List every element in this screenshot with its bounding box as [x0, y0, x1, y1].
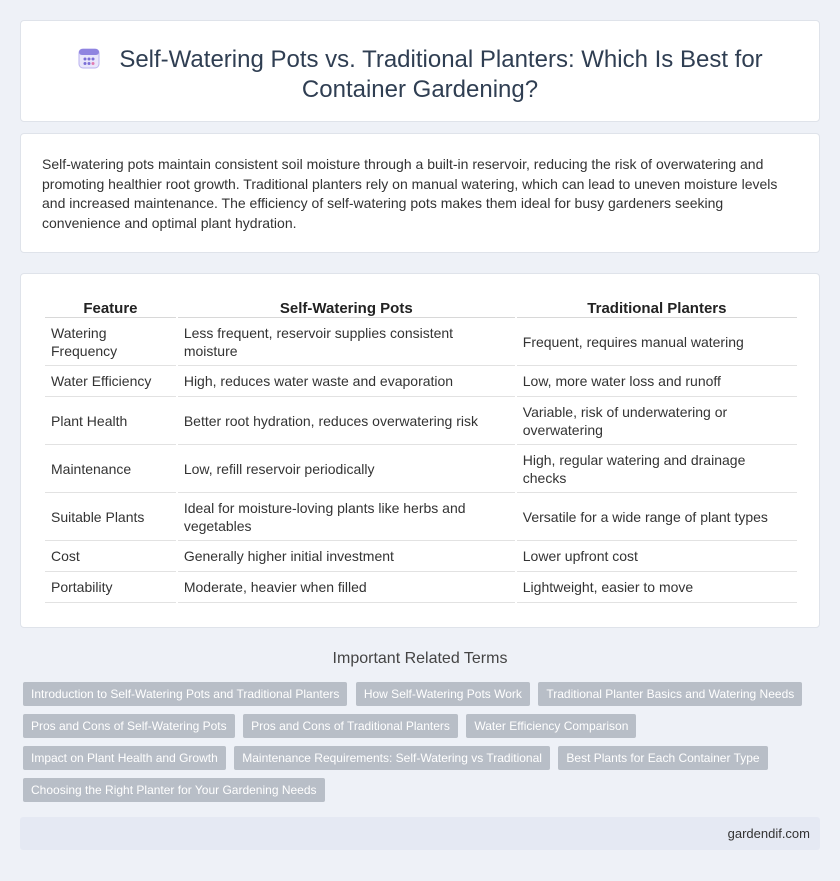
calendar-icon: [77, 46, 101, 70]
table-cell-feature: Plant Health: [45, 397, 176, 445]
table-row: [45, 541, 797, 572]
column-header-traditional: Traditional Planters: [517, 296, 797, 318]
page-title-wrap: [21, 45, 819, 105]
intro-paragraph: Self-watering pots maintain consistent soil moisture through a built-in reservoir, reducing the risk of overwatering and promoting healthier root growth. Traditional planters rely on manual watering, which can lead to uneven moisture levels and increased maintenance. The efficiency of self-watering pots makes them ideal for busy gardeners seeking convenience and optimal plant hydration.: [42, 156, 778, 231]
table-cell-traditional: Lightweight, easier to move: [517, 572, 797, 603]
table-cell-traditional: Frequent, requires manual watering: [517, 318, 797, 366]
table-cell-self-watering: Better root hydration, reduces overwatering risk: [178, 397, 515, 445]
table-row: [45, 318, 797, 366]
table-cell-feature: Maintenance: [45, 445, 176, 493]
table-row: [45, 572, 797, 603]
table-cell-feature: Portability: [45, 572, 176, 603]
table-row: [45, 493, 797, 541]
related-term-tag[interactable]: Water Efficiency Comparison: [466, 714, 636, 738]
table-cell-traditional: High, regular watering and drainage checks: [517, 445, 797, 493]
related-term-tag[interactable]: How Self-Watering Pots Work: [356, 682, 530, 706]
related-term-tag[interactable]: Best Plants for Each Container Type: [558, 746, 767, 770]
table-row: [45, 397, 797, 445]
footer-site-link[interactable]: gardendif.com: [727, 826, 810, 841]
related-term-tag[interactable]: Introduction to Self-Watering Pots and Traditional Planters: [23, 682, 347, 706]
page-title: Self-Watering Pots vs. Traditional Planters: Which Is Best for Container Gardening?: [119, 46, 763, 103]
table-header-row: [45, 296, 797, 318]
column-header-self-watering: Self-Watering Pots: [178, 296, 515, 318]
related-terms-list: [23, 682, 813, 810]
comparison-table-card: [20, 273, 820, 628]
table-cell-traditional: Variable, risk of underwatering or overwatering: [517, 397, 797, 445]
table-cell-feature: Suitable Plants: [45, 493, 176, 541]
intro-card: [20, 133, 820, 253]
comparison-table: [43, 296, 799, 603]
related-term-tag[interactable]: Pros and Cons of Self-Watering Pots: [23, 714, 235, 738]
table-cell-traditional: Versatile for a wide range of plant types: [517, 493, 797, 541]
table-row: [45, 445, 797, 493]
table-cell-traditional: Lower upfront cost: [517, 541, 797, 572]
related-term-tag[interactable]: Impact on Plant Health and Growth: [23, 746, 226, 770]
table-cell-self-watering: Low, refill reservoir periodically: [178, 445, 515, 493]
related-term-tag[interactable]: Pros and Cons of Traditional Planters: [243, 714, 458, 738]
table-cell-feature: Cost: [45, 541, 176, 572]
table-cell-self-watering: Less frequent, reservoir supplies consistent moisture: [178, 318, 515, 366]
table-cell-self-watering: Ideal for moisture-loving plants like herbs and vegetables: [178, 493, 515, 541]
related-term-tag[interactable]: Traditional Planter Basics and Watering Needs: [538, 682, 802, 706]
table-row: [45, 366, 797, 397]
table-cell-self-watering: Moderate, heavier when filled: [178, 572, 515, 603]
table-cell-self-watering: High, reduces water waste and evaporation: [178, 366, 515, 397]
table-cell-feature: Watering Frequency: [45, 318, 176, 366]
column-header-feature: Feature: [45, 296, 176, 318]
related-terms-title: Important Related Terms: [332, 650, 508, 667]
related-term-tag[interactable]: Maintenance Requirements: Self-Watering vs Traditional: [234, 746, 550, 770]
footer-bar: [20, 817, 820, 850]
related-term-tag[interactable]: Choosing the Right Planter for Your Gardening Needs: [23, 778, 325, 802]
table-cell-traditional: Low, more water loss and runoff: [517, 366, 797, 397]
title-card: [20, 20, 820, 122]
table-cell-feature: Water Efficiency: [45, 366, 176, 397]
table-cell-self-watering: Generally higher initial investment: [178, 541, 515, 572]
